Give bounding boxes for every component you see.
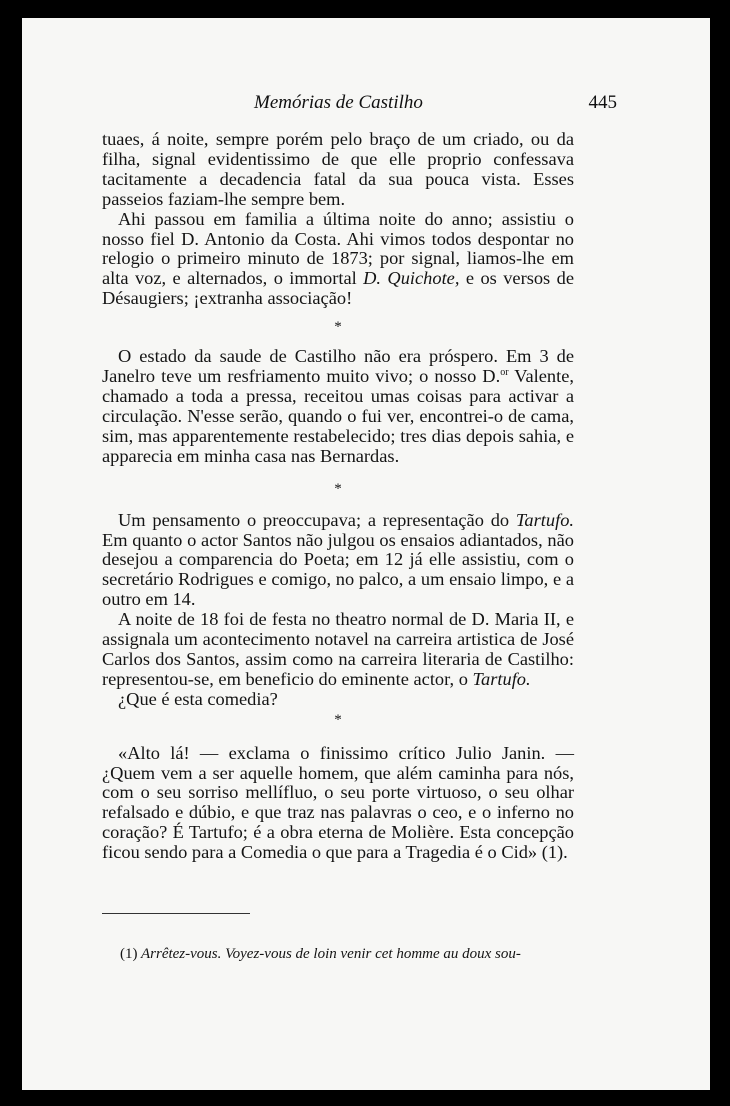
paragraph-question: ¿Que é esta comedia? xyxy=(118,688,278,709)
superscript-or: or xyxy=(500,366,509,378)
book-page xyxy=(22,18,710,1090)
paragraph-premiere: A noite de 18 foi de festa no theatro normal de D. Maria II, e assignala um acontecimento notavel na carreira artistica de José Carlos dos Santos, assim como na carreira literaria de Castilho: representou-se, em beneficio do eminente actor, o Tartufo. xyxy=(102,609,574,689)
page-number: 445 xyxy=(588,92,617,113)
paragraph-tartufo-rehearsal: Um pensamento o preoccupava; a representação do Tartufo. Em quanto o actor Santos não julgou os ensaios adiantados, não desejou a comparencia do Poeta; em 12 já elle assistiu, com o secretário Rodrigues e comigo, no palco, a um ensaio limpo, e a outro em 14. xyxy=(102,509,574,610)
page-header xyxy=(22,92,710,122)
paragraph-continuation: tuaes, á noite, sempre porém pelo braço de um criado, ou da filha, signal evidentissimo de que elle proprio confessava tacitamente a decadencia fatal da sua pouca vista. Esses passeios faziam-lhe sempre bem. xyxy=(102,129,574,209)
play-title-tartufo: Tartufo. xyxy=(472,668,531,689)
paragraph-new-year: Ahi passou em familia a última noite do anno; assistiu o nosso fiel D. Antonio da Costa. Ahi vimos todos despontar no relogio o primeiro minuto de 1873; por signal, liamos-lhe em alta voz, e alternados, o immortal D. Quichote, e os versos de Désaugiers; ¡extranha associação! xyxy=(102,208,574,309)
footnote-marker: (1) xyxy=(120,946,138,962)
footnote-divider xyxy=(102,913,250,914)
footnote-text: Arrêtez-vous. Voyez-vous de loin venir cet homme au doux sou- xyxy=(140,946,521,962)
section-separator: * xyxy=(334,711,342,728)
play-title-tartufo: Tartufo. xyxy=(515,509,574,530)
paragraph-health: O estado da saude de Castilho não era próspero. Em 3 de Janelro teve um resfriamento muito vivo; o nosso D.$^{or}$ Valente, chamado a toda a pressa, receitou umas coisas para activar a circulação. N'esse serão, quando o fui ver, encontrei-o de cama, sim, mas apparentemente restabelecido; tres dias depois sahia, e apparecia em minha casa nas Bernardas. xyxy=(102,346,574,466)
section-separator: * xyxy=(334,319,342,336)
book-title-quichote: D. Quichote, xyxy=(363,268,460,289)
paragraph-janin-quote: «Alto lá! — exclama o finissimo crítico Julio Janin. — ¿Quem vem a ser aquelle homem, que além caminha para nós, com o seu sorriso mellífluo, o seu porte virtuoso, o seu olhar refalsado e dúbio, e que traz nas palavras o ceo, e o inferno no coração? É Tartufo; é a obra eterna de Molière. Esta concepção ficou sendo para a Comedia o que para a Tragedia é o Cid» (1). xyxy=(102,742,574,863)
section-separator: * xyxy=(334,480,342,497)
running-title: Memórias de Castilho xyxy=(254,92,423,113)
page-body xyxy=(102,130,574,863)
footnote xyxy=(120,946,580,963)
